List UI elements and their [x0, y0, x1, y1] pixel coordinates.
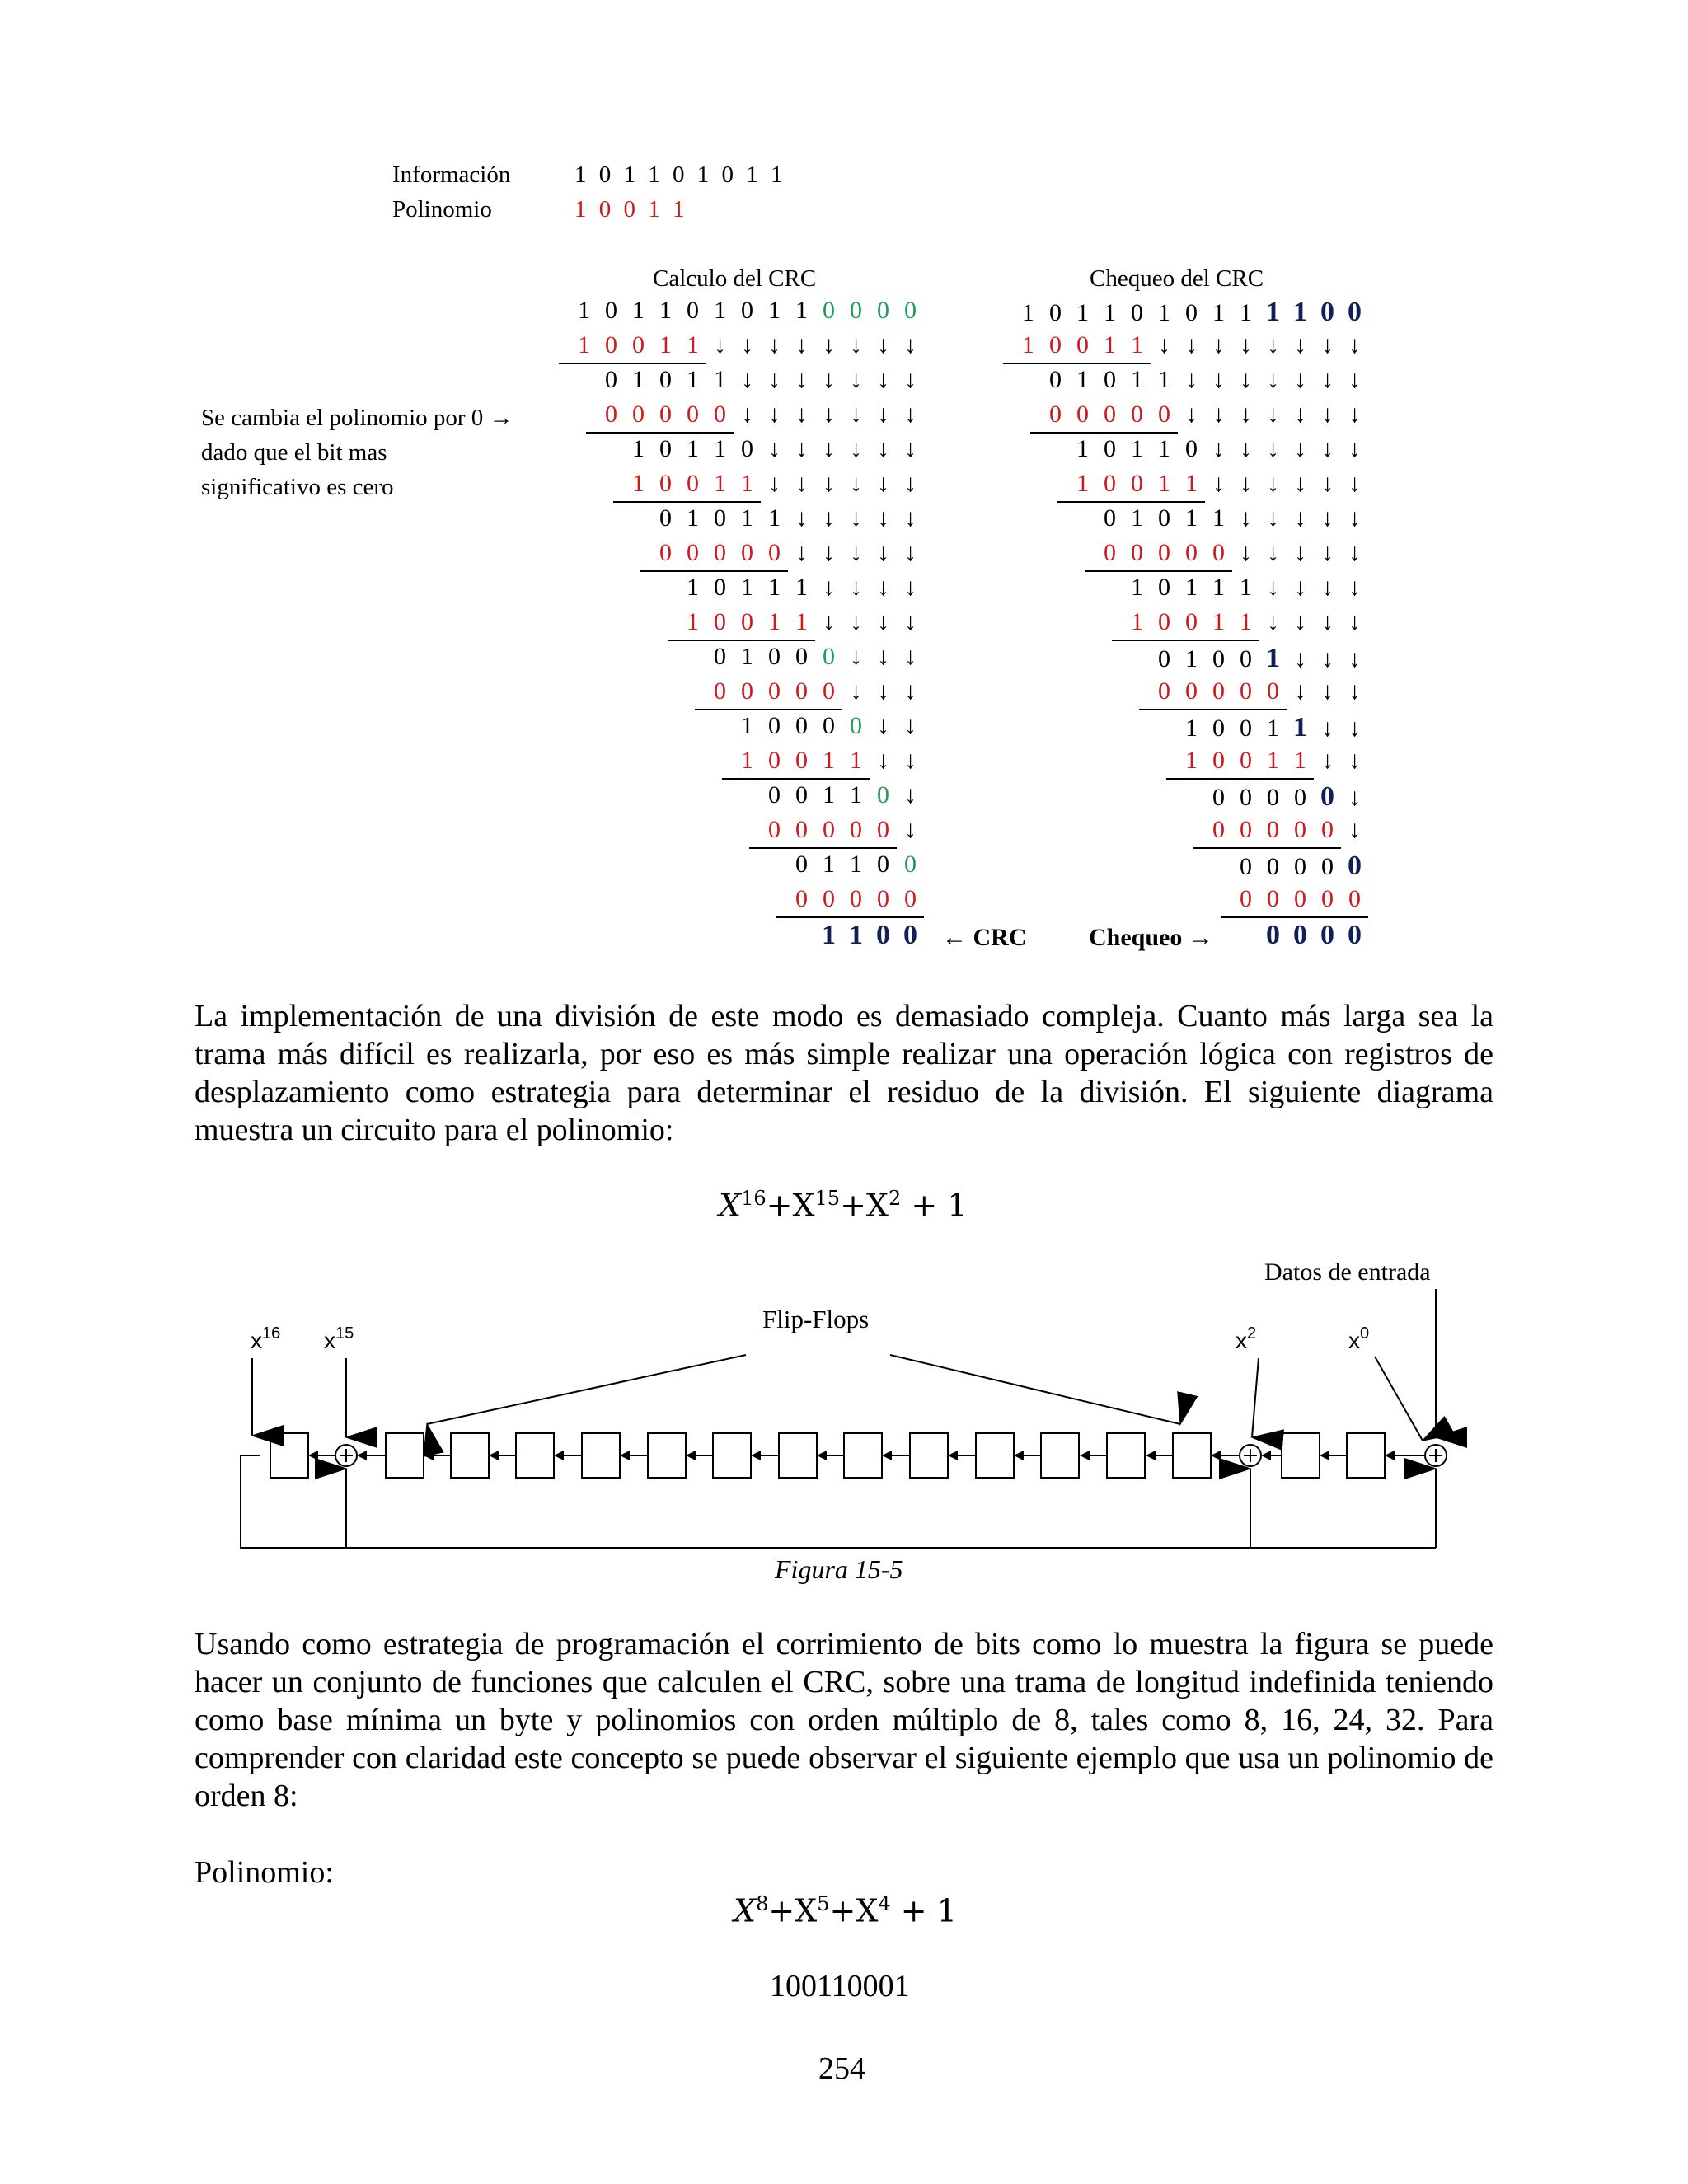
division-underline	[1193, 847, 1341, 849]
x15-label: $x^{15}$	[324, 1324, 354, 1353]
datos-label: Datos de entrada	[1264, 1258, 1431, 1286]
division-row: 1 0 0 0 0 ↓ ↓	[741, 712, 917, 739]
division-row: 1 0 1 1 0 1 0 1 1 1 1 0 0	[1022, 297, 1362, 327]
division-underline	[1003, 363, 1151, 364]
division-row: 0 1 0 0 1 ↓ ↓ ↓	[1158, 643, 1361, 673]
division-row: 0 1 0 1 1 ↓ ↓ ↓ ↓ ↓	[659, 504, 917, 532]
flip-flop	[844, 1433, 882, 1478]
division-row: 0 0 0 0 0 ↓ ↓ ↓ ↓ ↓ ↓ ↓	[1049, 401, 1361, 428]
division-result: 0 0 0 0	[1266, 920, 1362, 950]
division-row: 1 0 0 1 1 ↓ ↓ ↓ ↓ ↓ ↓	[632, 470, 917, 497]
x16-label: $x^{16}$	[251, 1324, 281, 1353]
crc-circuit-diagram	[0, 1253, 1688, 1599]
division-row: 0 0 0 0 0 ↓	[768, 816, 917, 843]
flip-flop	[1347, 1433, 1385, 1478]
flip-flop	[1107, 1433, 1145, 1478]
division-row: 0 0 0 0 0 ↓ ↓ ↓ ↓ ↓	[1104, 539, 1361, 566]
division-row: 1 0 1 1 0 ↓ ↓ ↓ ↓ ↓ ↓	[1076, 435, 1361, 462]
informacion-label: Información	[392, 162, 511, 188]
division-underline	[695, 709, 842, 710]
division-underline	[668, 640, 815, 641]
division-underline	[1166, 778, 1314, 780]
division-row: 1 0 0 1 1 ↓ ↓	[1185, 712, 1361, 743]
calc-title: Calculo del CRC	[653, 265, 817, 292]
side-note-line1: Se cambia el polinomio por 0 →	[201, 405, 513, 431]
x0-tap-arrow	[1375, 1357, 1423, 1441]
informacion-bits: 1 0 1 1 0 1 0 1 1	[574, 162, 786, 188]
flipflops-label: Flip-Flops	[762, 1305, 870, 1333]
division-row: 0 1 1 0 0	[795, 851, 917, 878]
x0-label: $x^0$	[1348, 1324, 1370, 1353]
division-underline	[1057, 501, 1205, 503]
division-row: 0 1 0 1 1 ↓ ↓ ↓ ↓ ↓ ↓ ↓	[605, 366, 917, 393]
side-note-line2: dado que el bit mas	[201, 439, 387, 466]
division-row: 0 1 0 1 1 ↓ ↓ ↓ ↓ ↓ ↓ ↓	[1049, 366, 1361, 393]
division-underline	[776, 916, 924, 918]
division-row: 1 0 1 1 1 ↓ ↓ ↓ ↓	[1131, 574, 1361, 601]
paragraph-2: Usando como estrategia de programación el corrimiento de bits como lo muestra la figura se puede hacer un conjunto de funciones que calculen el CRC, sobre una trama de longitud indefinida teniendo como base mínima un byte y polinomios con orden múltiplo de 8, tales como 8, 16, 24, 32. Para comprender con claridad este concepto se puede observar el siguiente ejemplo que usa un polinomio de orden 8:	[195, 1627, 1493, 1813]
division-row: 1 0 0 1 1 ↓ ↓ ↓ ↓	[687, 608, 917, 635]
division-underline	[559, 363, 706, 364]
flip-flop	[648, 1433, 686, 1478]
formula-1: $X^{16}+X^{15}+X^2 + 1$	[719, 1187, 968, 1224]
division-row: 0 0 0 0 0 ↓ ↓ ↓	[1158, 677, 1361, 705]
page-number: 254	[818, 2051, 865, 2086]
flip-flop	[1173, 1433, 1211, 1478]
flip-flop	[386, 1433, 424, 1478]
division-row: 0 0 1 1 0 ↓	[768, 781, 917, 808]
division-underline	[749, 847, 897, 849]
flip-flop	[976, 1433, 1014, 1478]
flip-flop	[516, 1433, 554, 1478]
division-underline	[613, 501, 761, 503]
check-title: Chequeo del CRC	[1090, 265, 1264, 292]
figure-caption: Figura 15-5	[775, 1554, 903, 1584]
x2-tap-arrow	[1252, 1358, 1259, 1437]
side-note	[201, 401, 513, 504]
division-row: 0 0 0 0 0	[795, 885, 917, 912]
paragraph-1: La implementación de una división de este modo es demasiado compleja. Cuanto más larga sea la trama más difícil es realizarla, por eso es más simple realizar una operación lógica con registros de desplazamiento como estrategia para determinar el residuo de la división. El siguiente diagrama muestra un circuito para el polinomio:	[195, 999, 1493, 1147]
division-row: 0 1 0 0 0 ↓ ↓ ↓	[714, 643, 917, 670]
division-underline	[1112, 640, 1259, 641]
x2-label: $x^2$	[1236, 1324, 1257, 1353]
division-underline	[1221, 916, 1368, 918]
division-underline	[1085, 570, 1232, 572]
division-underline	[1139, 709, 1287, 710]
crc-arrow-label: ← CRC	[942, 924, 1027, 951]
side-note-line3: significativo es cero	[201, 474, 394, 500]
flipflops-pointer-right	[890, 1355, 1180, 1424]
division-row: 1 0 0 1 1 ↓ ↓ ↓ ↓ ↓ ↓ ↓ ↓	[1022, 331, 1361, 359]
polinomio-bits: 1 0 0 1 1	[574, 196, 688, 223]
formula-2: $X^8+X^5+X^4 + 1$	[734, 1892, 957, 1929]
polinomio-heading: Polinomio:	[195, 1855, 334, 1890]
flip-flop	[582, 1433, 620, 1478]
division-row: 0 0 0 0 0 ↓ ↓ ↓	[714, 677, 917, 705]
flipflops-pointer-left	[427, 1355, 746, 1424]
flip-flop	[713, 1433, 751, 1478]
division-underline	[640, 570, 788, 572]
division-row: 0 0 0 0 0 ↓	[1212, 781, 1361, 812]
flip-flop	[1041, 1433, 1079, 1478]
check-arrow-label: Chequeo →	[1089, 924, 1213, 951]
division-row: 1 0 0 1 1 ↓ ↓ ↓ ↓ ↓ ↓ ↓ ↓	[578, 331, 917, 359]
division-row: 0 0 0 0 0 ↓ ↓ ↓ ↓ ↓	[659, 539, 917, 566]
division-row: 0 1 0 1 1 ↓ ↓ ↓ ↓ ↓	[1104, 504, 1361, 532]
division-result: 1 1 0 0	[822, 920, 917, 950]
division-underline	[722, 778, 870, 780]
division-row: 1 0 0 1 1 ↓ ↓ ↓ ↓	[1131, 608, 1361, 635]
polinomio-label: Polinomio	[392, 196, 492, 223]
division-row: 1 0 0 1 1 ↓ ↓ ↓ ↓ ↓ ↓	[1076, 470, 1361, 497]
division-row: 1 0 1 1 0 ↓ ↓ ↓ ↓ ↓ ↓	[632, 435, 917, 462]
division-row: 1 0 0 1 1 ↓ ↓	[741, 747, 917, 774]
division-row: 0 0 0 0 0 ↓ ↓ ↓ ↓ ↓ ↓ ↓	[605, 401, 917, 428]
division-underline	[586, 432, 734, 434]
division-row: 0 0 0 0 0	[1240, 885, 1361, 912]
flip-flop	[779, 1433, 817, 1478]
binary-value: 100110001	[770, 1969, 910, 2004]
flip-flop	[451, 1433, 489, 1478]
division-row: 0 0 0 0 0	[1240, 851, 1362, 881]
flip-flop	[1282, 1433, 1320, 1478]
flip-flop	[910, 1433, 948, 1478]
division-row: 1 0 1 1 1 ↓ ↓ ↓ ↓	[687, 574, 917, 601]
division-row: 1 0 0 1 1 ↓ ↓	[1185, 747, 1361, 774]
division-row: 0 0 0 0 0 ↓	[1212, 816, 1361, 843]
division-row: 1 0 1 1 0 1 0 1 1 0 0 0 0	[578, 297, 917, 324]
division-underline	[1030, 432, 1178, 434]
flip-flop	[270, 1433, 308, 1478]
